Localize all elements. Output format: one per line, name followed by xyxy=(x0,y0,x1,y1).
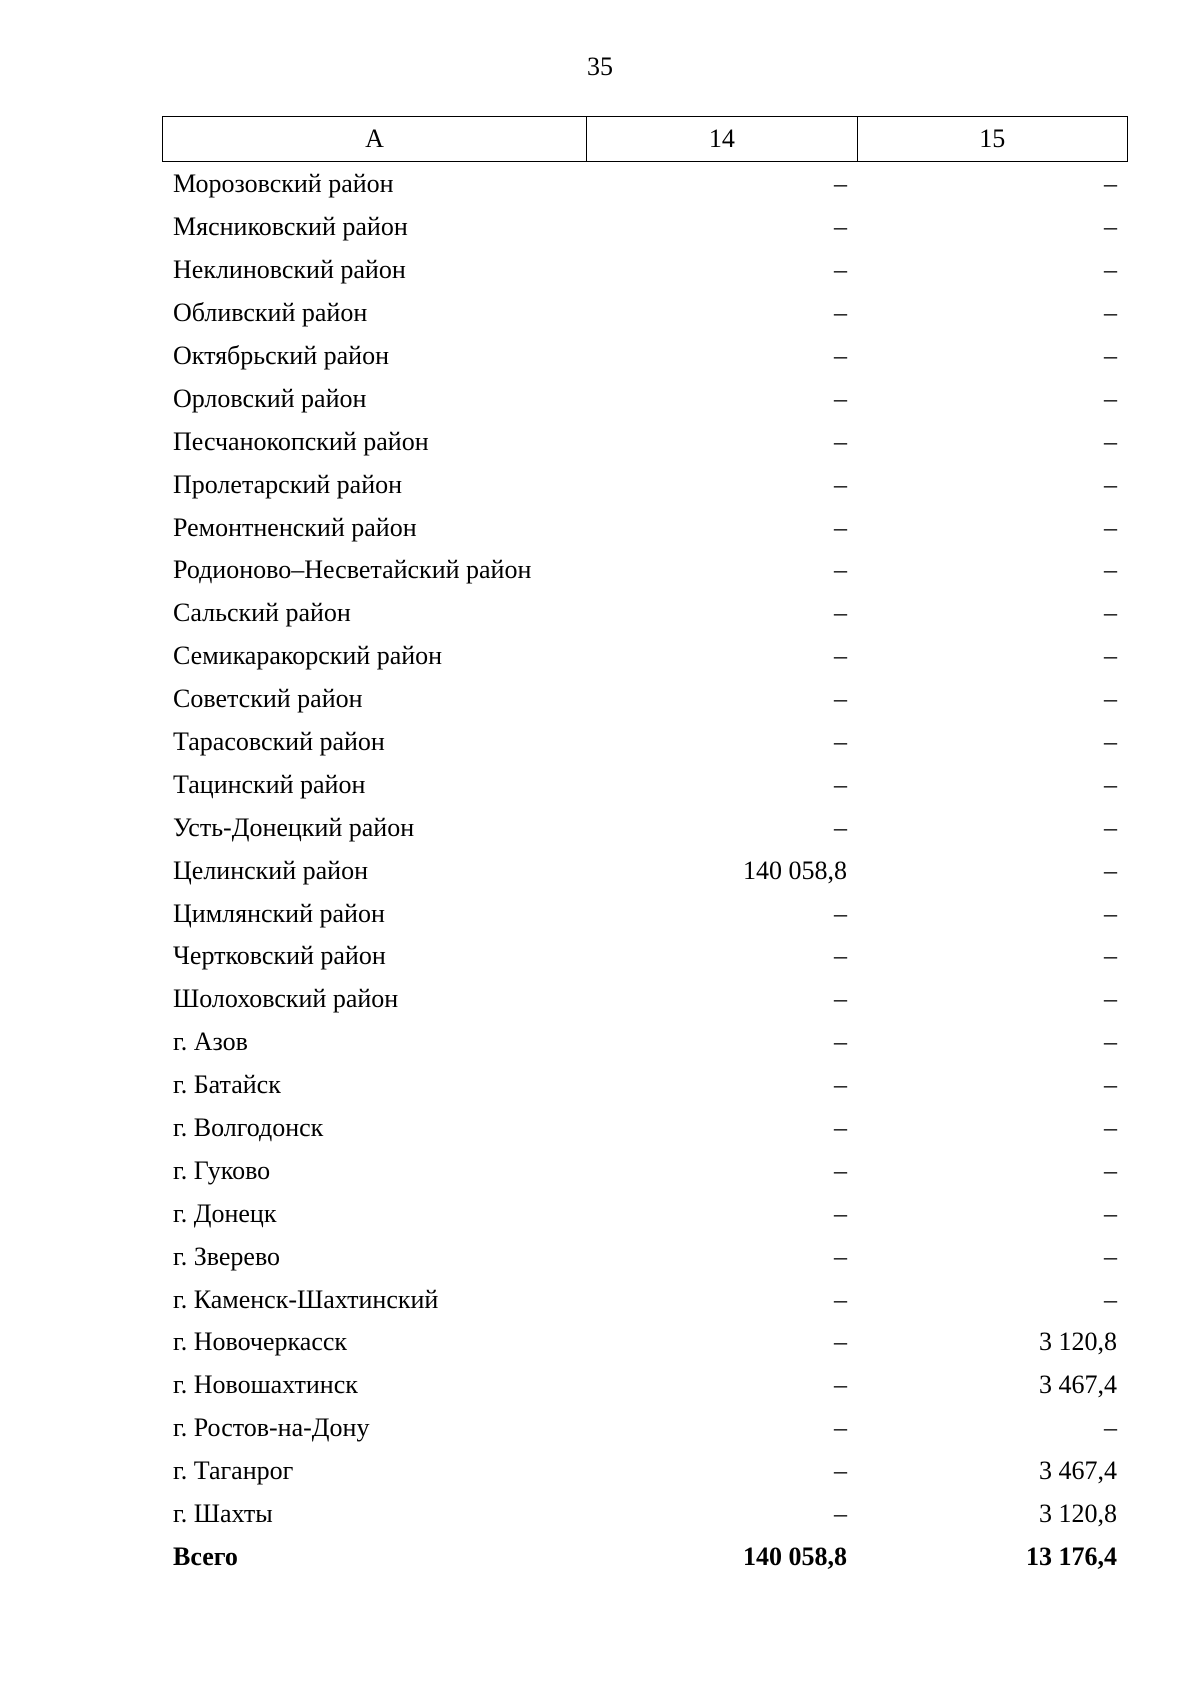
cell-col-15: – xyxy=(1104,598,1117,628)
cell-col-15: – xyxy=(1104,512,1117,542)
table-row xyxy=(162,849,1128,892)
cell-col-15: 3 467,4 xyxy=(1039,1370,1117,1400)
cell-col-15: – xyxy=(1104,855,1117,885)
cell-col-14: – xyxy=(834,641,847,671)
cell-col-15: – xyxy=(1104,941,1117,971)
row-label: г. Таганрог xyxy=(173,1456,294,1486)
cell-col-15: – xyxy=(1104,212,1117,242)
row-label: г. Новошахтинск xyxy=(173,1370,358,1400)
cell-col-15: 3 120,8 xyxy=(1039,1327,1117,1357)
table-row xyxy=(162,1493,1128,1536)
cell-col-14: – xyxy=(834,1370,847,1400)
row-label: Целинский район xyxy=(173,855,368,885)
row-label: Неклиновский район xyxy=(173,255,406,285)
cell-col-14: – xyxy=(834,812,847,842)
cell-col-14: – xyxy=(834,727,847,757)
cell-col-14: – xyxy=(834,769,847,799)
table-header xyxy=(162,116,1128,162)
cell-col-14: 140 058,8 xyxy=(743,855,847,885)
table-row xyxy=(162,1407,1128,1450)
cell-col-14: – xyxy=(834,341,847,370)
total-col-14: 140 058,8 xyxy=(743,1541,847,1571)
cell-col-15: 3 120,8 xyxy=(1039,1499,1117,1529)
row-label: Тарасовский район xyxy=(173,727,385,757)
cell-col-15: – xyxy=(1104,1413,1117,1443)
cell-col-14: – xyxy=(834,1241,847,1271)
total-col-15: 13 176,4 xyxy=(1026,1541,1117,1571)
table-row xyxy=(162,206,1128,249)
total-row xyxy=(162,1536,1128,1579)
cell-col-15: – xyxy=(1104,1155,1117,1185)
row-label: Сальский район xyxy=(173,598,351,628)
cell-col-14: – xyxy=(834,1284,847,1314)
table-row xyxy=(162,249,1128,292)
cell-col-15: – xyxy=(1104,1027,1117,1057)
table-row xyxy=(162,1450,1128,1493)
row-label: Мясниковский район xyxy=(173,212,408,242)
cell-col-15: – xyxy=(1104,298,1117,328)
cell-col-14: – xyxy=(834,169,847,199)
table-body xyxy=(162,163,1128,1578)
table-row xyxy=(162,1235,1128,1278)
cell-col-14: – xyxy=(834,898,847,928)
cell-col-14: – xyxy=(834,1198,847,1228)
cell-col-14: – xyxy=(834,469,847,499)
cell-col-15: – xyxy=(1104,898,1117,928)
cell-col-15: – xyxy=(1104,383,1117,413)
cell-col-15: – xyxy=(1104,469,1117,499)
cell-col-15: – xyxy=(1104,1241,1117,1271)
row-label: Морозовский район xyxy=(173,169,394,199)
row-label: Усть-Донецкий район xyxy=(173,812,415,842)
row-label: г. Зверево xyxy=(173,1241,281,1271)
table-row xyxy=(162,1021,1128,1064)
cell-col-14: – xyxy=(834,555,847,585)
cell-col-15: – xyxy=(1104,984,1117,1014)
cell-col-14: – xyxy=(834,255,847,285)
cell-col-14: – xyxy=(834,684,847,714)
cell-col-15: – xyxy=(1104,769,1117,799)
table-row xyxy=(162,592,1128,635)
row-label: г. Новочеркасск xyxy=(173,1327,348,1357)
cell-col-15: – xyxy=(1104,1113,1117,1143)
table-row xyxy=(162,678,1128,721)
row-label: Песчанокопский район xyxy=(173,426,429,456)
row-label: Семикаракорский район xyxy=(173,641,443,671)
table-row xyxy=(162,292,1128,335)
table-row xyxy=(162,1192,1128,1235)
header-cell-14: 14 xyxy=(587,117,857,161)
row-label: Октябрьский район xyxy=(173,341,389,370)
table-row xyxy=(162,892,1128,935)
table-row xyxy=(162,1149,1128,1192)
cell-col-14: – xyxy=(834,941,847,971)
cell-col-14: – xyxy=(834,1327,847,1357)
cell-col-15: – xyxy=(1104,255,1117,285)
row-label: Обливский район xyxy=(173,298,368,328)
table-row xyxy=(162,635,1128,678)
table-row xyxy=(162,377,1128,420)
table-row xyxy=(162,1278,1128,1321)
row-label: Пролетарский район xyxy=(173,469,403,499)
cell-col-15: – xyxy=(1104,641,1117,671)
cell-col-14: – xyxy=(834,212,847,242)
row-label: Шолоховский район xyxy=(173,984,399,1014)
cell-col-15: – xyxy=(1104,1198,1117,1228)
cell-col-14: – xyxy=(834,1113,847,1143)
row-label: Ремонтненский район xyxy=(173,512,417,542)
cell-col-15: – xyxy=(1104,426,1117,456)
cell-col-14: – xyxy=(834,512,847,542)
table-row xyxy=(162,1364,1128,1407)
cell-col-15: – xyxy=(1104,169,1117,199)
header-cell-15: 15 xyxy=(979,124,1006,153)
total-label: Всего xyxy=(173,1541,238,1571)
cell-col-15: – xyxy=(1104,727,1117,757)
table-row xyxy=(162,1064,1128,1107)
cell-col-14: – xyxy=(834,1070,847,1100)
row-label: Родионово–Несветайский район xyxy=(173,555,532,585)
row-label: г. Гуково xyxy=(173,1155,271,1185)
table-row xyxy=(162,335,1128,378)
row-label: г. Ростов-на-Дону xyxy=(173,1413,370,1443)
table-row xyxy=(162,163,1128,206)
cell-col-14: – xyxy=(834,426,847,456)
page-number: 35 xyxy=(587,52,613,81)
row-label: г. Каменск-Шахтинский xyxy=(173,1284,439,1314)
row-label: г. Донецк xyxy=(173,1198,277,1228)
row-label: Тацинский район xyxy=(173,769,366,799)
cell-col-15: – xyxy=(1104,341,1117,370)
table-row xyxy=(162,420,1128,463)
table-row xyxy=(162,721,1128,764)
table-row xyxy=(162,935,1128,978)
table-row xyxy=(162,549,1128,592)
table-row xyxy=(162,806,1128,849)
cell-col-15: – xyxy=(1104,1070,1117,1100)
row-label: г. Волгодонск xyxy=(173,1113,324,1143)
table-row xyxy=(162,978,1128,1021)
row-label: Цимлянский район xyxy=(173,898,385,928)
cell-col-15: – xyxy=(1104,1284,1117,1314)
cell-col-14: – xyxy=(834,598,847,628)
cell-col-15: 3 467,4 xyxy=(1039,1456,1117,1486)
table-row xyxy=(162,763,1128,806)
cell-col-14: – xyxy=(834,1413,847,1443)
row-label: г. Батайск xyxy=(173,1070,281,1100)
cell-col-14: – xyxy=(834,383,847,413)
table-row xyxy=(162,463,1128,506)
table-row xyxy=(162,1321,1128,1364)
row-label: Советский район xyxy=(173,684,363,714)
table-row xyxy=(162,506,1128,549)
cell-col-14: – xyxy=(834,298,847,328)
cell-col-15: – xyxy=(1104,555,1117,585)
cell-col-14: – xyxy=(834,1027,847,1057)
cell-col-14: – xyxy=(834,1456,847,1486)
cell-col-14: – xyxy=(834,1155,847,1185)
cell-col-14: – xyxy=(834,984,847,1014)
table-row xyxy=(162,1107,1128,1150)
row-label: Чертковский район xyxy=(173,941,386,971)
row-label: г. Азов xyxy=(173,1027,248,1057)
cell-col-15: – xyxy=(1104,684,1117,714)
row-label: г. Шахты xyxy=(173,1499,273,1529)
row-label: Орловский район xyxy=(173,383,367,413)
cell-col-14: – xyxy=(834,1499,847,1529)
cell-col-15: – xyxy=(1104,812,1117,842)
header-cell-a: А xyxy=(163,117,587,161)
